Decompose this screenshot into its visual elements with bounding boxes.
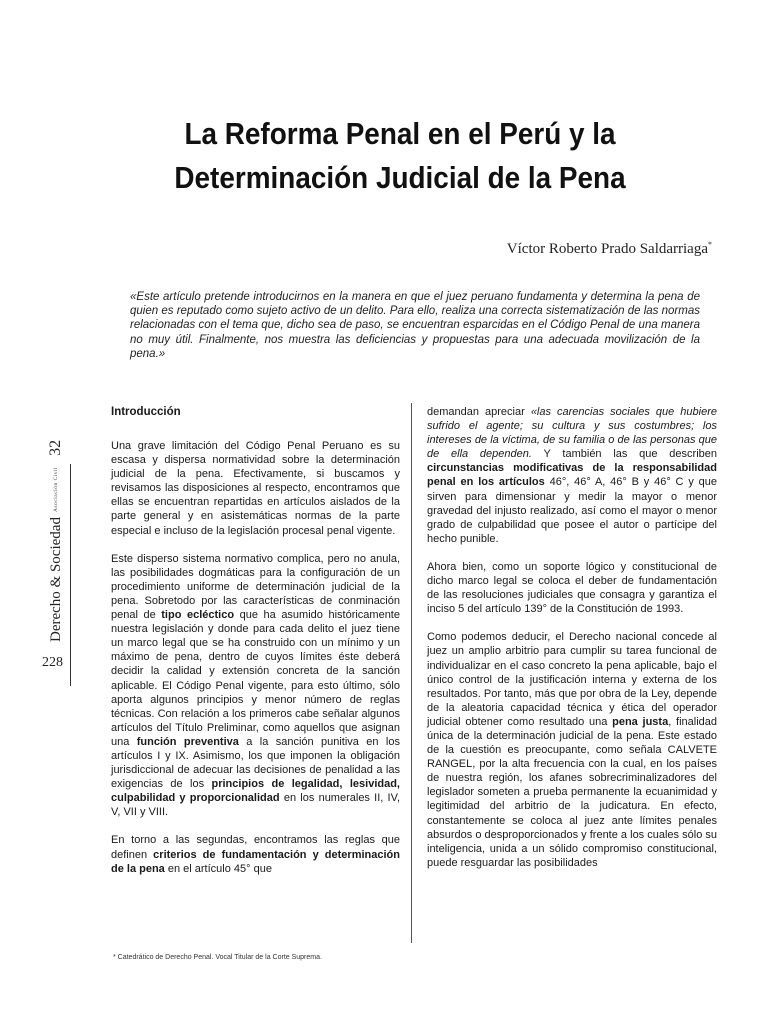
title-line-2: Determinación Judicial de la Pena — [174, 160, 626, 195]
title-line-1: La Reforma Penal en el Perú y la — [184, 116, 616, 151]
journal-volume: 32 — [47, 439, 64, 456]
left-column — [111, 405, 400, 890]
paragraph-6: Como podemos deducir, el Derecho nacional concede al juez un amplio arbitrio para cumplir su tarea funcional de individualizar en el caso concreto la pena aplicable, bajo el único control de la justificación interna y externa de los resultados. Por tanto, más que por obra de la Ley, depende de la aleatoria capacidad técnica y ética del operador judicial obtener como resultado una pena justa, finalidad única de la determinación judicial de la pena. Este estado de la cuestión es preocupante, como señala CALVETE RANGEL, por la alta frecuencia con la cual, en los países de nuestra región, los afanes sobrecriminalizadores del legislador someten a prueba permanente la ecuanimidad y legitimidad del arbitrio de la judicatura. En efecto, constantemente se coloca al juez ante límites penales absurdos o desproporcionados y frente a los cuales sólo su inteligencia, unida a un sólido compromiso constitucional, puede resguardar las posibilidades — [427, 631, 717, 869]
article-title — [112, 112, 688, 200]
journal-name: Derecho & Sociedad — [47, 517, 64, 642]
footnote: * Catedrático de Derecho Penal. Vocal Titular de la Corte Suprema. — [113, 954, 322, 961]
sidebar-rule — [70, 464, 71, 686]
paragraph-4: demandan apreciar «las carencias sociales que hubiere sufrido el agente; su cultura y sus costumbres; los intereses de la víctima, de su familia o de las personas que de ella dependen. Y también las que describen circunstancias modificativas de la responsabilidad penal en los artículos 46°, 46° A, 46° B y 46° C y que sirven para dimensionar y medir la mayor o menor gravedad del injusto realizado, así como el mayor o menor grado de culpabilidad que posee el autor o partícipe del hecho punible. — [427, 406, 718, 545]
journal-sidebar — [44, 439, 68, 680]
paragraph-1: Una grave limitación del Código Penal Peruano es su escasa y dispersa normatividad sobre la determinación judicial de la pena. Efectivamente, si buscamos y revisamos las disposiciones al respecto, encontramos que ellas se encuentran repartidas en artículos aislados de la parte general y en asistemáticas normas de la parte especial e incluso de la legislación procesal penal vigente. — [111, 440, 400, 537]
abstract — [130, 290, 700, 361]
author-footnote-mark: * — [708, 240, 712, 249]
paragraph-3: En torno a las segundas, encontramos las reglas que definen criterios de fundamentación y determinación de la pena en el artículo 45° que — [111, 834, 400, 875]
paragraph-2: Este disperso sistema normativo complica, pero no anula, las posibilidades dogmáticas para la configuración de un procedimiento uniforme de determinación judicial de la pena. Sobretodo por las características de conminación penal de tipo ecléctico que ha asumido históricamente nuestra legislación y donde para cada delito el juez tiene un marco legal que se ha construido con un mínimo y un máximo de pena, dentro de cuyos límites éste deberá decidir la calidad y extensión concreta de la sanción aplicable. El Código Penal vigente, para esto último, sólo aporta algunos principios y menor número de reglas técnicas. Con relación a los primeros cabe señalar algunos artículos del Título Preliminar, como aquellos que asignan una función preventiva a la sanción punitiva en los artículos I y IX. Asimismo, los que imponen la obligación jurisdiccional de adecuar las decisiones de penalidad a las exigencias de los principios de legalidad, lesividad, culpabilidad y proporcionalidad en los numerales II, IV, V, VII y VIII. — [111, 552, 400, 819]
journal-subtitle: Asociación Civil — [53, 466, 59, 513]
column-divider — [411, 403, 412, 943]
right-column — [427, 405, 717, 884]
journal-masthead — [44, 439, 68, 642]
paragraph-5: Ahora bien, como un soporte lógico y constitucional de dicho marco legal se coloca el deber de fundamentación de las resoluciones judiciales que consagra y garantiza el inciso 5 del artículo 139° de la Constitución de 1993. — [427, 560, 717, 616]
section-heading: Introducción — [111, 406, 181, 418]
page-number: 228 — [42, 655, 63, 670]
author-name: Víctor Roberto Prado Saldarriaga — [506, 241, 708, 257]
author-byline — [507, 240, 712, 258]
abstract-text: «Este artículo pretende introducirnos en la manera en que el juez peruano fundamenta y determina la pena de quien es reputado como sujeto activo de un delito. Para ello, realiza una correcta sistematización de las normas relacionadas con el tema que, dicho sea de paso, se encuentran esparcidas en el Código Penal de una manera no muy útil. Finalmente, nos muestra las deficiencias y propuestas para una adecuada movilización de la pena.» — [130, 291, 700, 360]
